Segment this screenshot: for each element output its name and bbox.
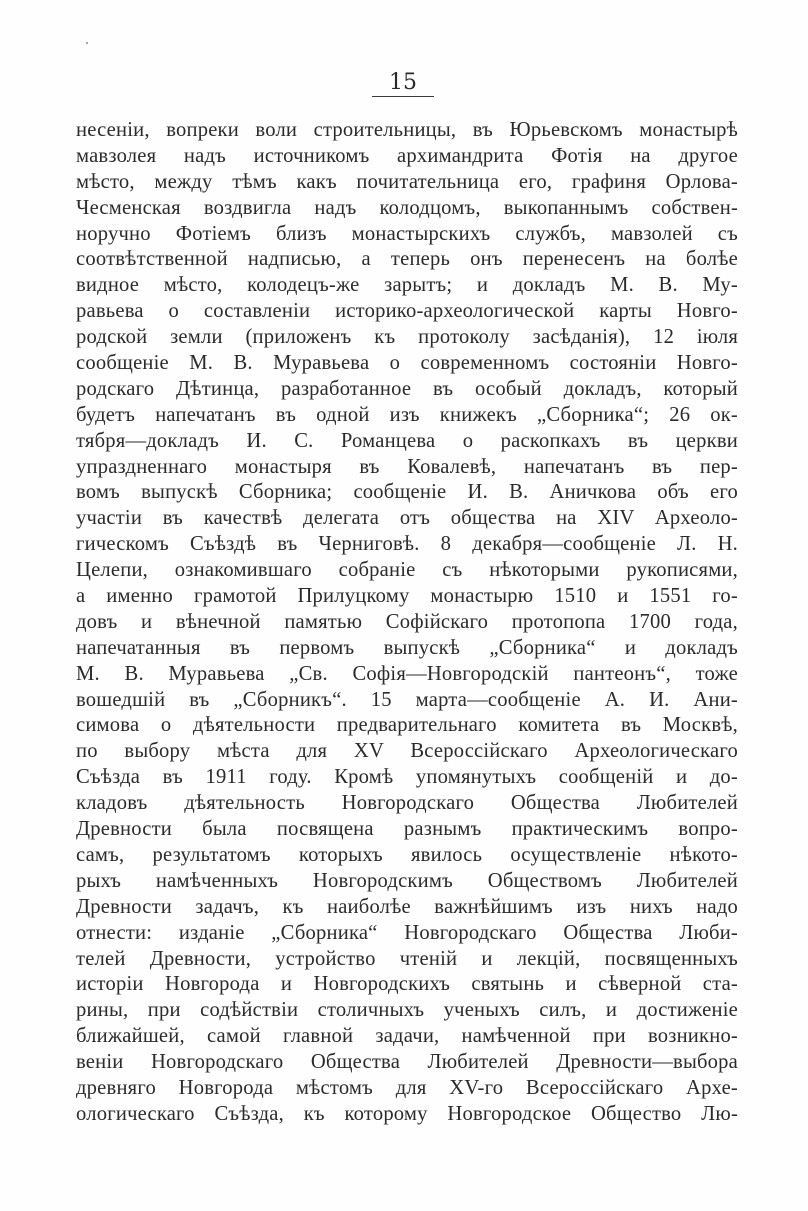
text-line: сообщеніе М. В. Муравьева о современномъ состояніи Новго- [76,352,738,375]
text-line: М. В. Муравьева „Св. Софія—Новгородскій пантеонъ“, тоже [76,662,738,685]
text-line: ближайшей, самой главной задачи, намѣченной при возникно- [76,1025,738,1048]
text-line: Чесменская воздвигла надъ колодцомъ, выкопаннымъ собствен- [76,196,738,219]
text-line: будетъ напечатанъ въ одной изъ книжекъ „Сборника“; 26 ок- [76,403,738,426]
text-line: вошедшій въ „Сборникъ“. 15 марта—сообщеніе А. И. Ани- [76,688,738,711]
text-line: мѣсто, между тѣмъ какъ почитательница его, графиня Орлова- [76,170,738,193]
text-line: самъ, результатомъ которыхъ явилось осуществленіе нѣкото- [76,843,738,866]
text-line: веніи Новгородскаго Общества Любителей Древности—выбора [76,1051,738,1074]
text-line: по выбору мѣста для XV Всероссійскаго Археологическаго [76,740,738,763]
text-line: видное мѣсто, колодецъ-же зарытъ; и докладъ М. В. Му- [76,274,738,297]
paper-speck [86,42,88,44]
body-text [76,118,738,1128]
text-line: Древности задачъ, къ наиболѣе важнѣйшимъ изъ нихъ надо [76,895,738,918]
text-line: норучно Фотіемъ близъ монастырскихъ службъ, мавзолей съ [76,222,738,245]
text-line: довъ и вѣнечной памятью Софійскаго протопопа 1700 года, [76,610,738,633]
text-line: ологическаго Съѣзда, къ которому Новгородское Общество Лю- [76,1102,738,1125]
text-line: кладовъ дѣятельность Новгородскаго Общества Любителей [76,792,738,815]
text-line: отнести: изданіе „Сборника“ Новгородскаго Общества Люби- [76,921,738,944]
text-line: равьева о составленіи историко-археологической карты Новго- [76,300,738,323]
text-line: рины, при содѣйствіи столичныхъ ученыхъ силъ, и достиженіе [76,999,738,1022]
page-number-rule [372,96,434,97]
text-line: древняго Новгорода мѣстомъ для XV-го Всероссійскаго Архе- [76,1076,738,1099]
text-line: родскаго Дѣтинца, разработанное въ особый докладъ, который [76,377,738,400]
text-line: вомъ выпускѣ Сборника; сообщеніе И. В. Аничкова объ его [76,481,738,504]
text-line: Целепи, ознакомившаго собраніе съ нѣкоторыми рукописями, [76,559,738,582]
text-line: несеніи, вопреки воли строительницы, въ Юрьевскомъ монастырѣ [76,119,738,141]
text-line: Древности была посвящена разнымъ практическимъ вопро- [76,818,738,841]
text-line: симова о дѣятельности предварительнаго комитета въ Москвѣ, [76,714,738,737]
text-line: родской земли (приложенъ къ протоколу засѣданія), 12 іюля [76,326,738,349]
text-line: рыхъ намѣченныхъ Новгородскимъ Обществомъ Любителей [76,869,738,892]
text-line: соотвѣтственной надписью, а теперь онъ перенесенъ на болѣе [76,248,738,271]
text-line: гическомъ Съѣздѣ въ Черниговѣ. 8 декабря—сообщеніе Л. Н. [76,533,738,556]
text-line: исторіи Новгорода и Новгородскихъ святынь и сѣверной ста- [76,973,738,996]
text-line: Съѣзда въ 1911 году. Кромѣ упомянутыхъ сообщеній и до- [76,766,738,789]
text-line: тября—докладъ И. С. Романцева о раскопкахъ въ церкви [76,429,738,452]
text-line: участіи въ качествѣ делегата отъ общества на XIV Археоло- [76,507,738,530]
page-number: 15 [389,70,417,95]
text-line: а именно грамотой Прилуцкому монастырю 1510 и 1551 го- [76,585,738,608]
text-line: мавзолея надъ источникомъ архимандрита Фотія на другое [76,144,738,167]
text-line: упраздненнаго монастыря въ Ковалевѣ, напечатанъ въ пер- [76,455,738,478]
text-line: напечатанныя въ первомъ выпускѣ „Сборника“ и докладъ [76,636,738,659]
text-line: телей Древности, устройство чтеній и лекцій, посвященныхъ [76,947,738,970]
